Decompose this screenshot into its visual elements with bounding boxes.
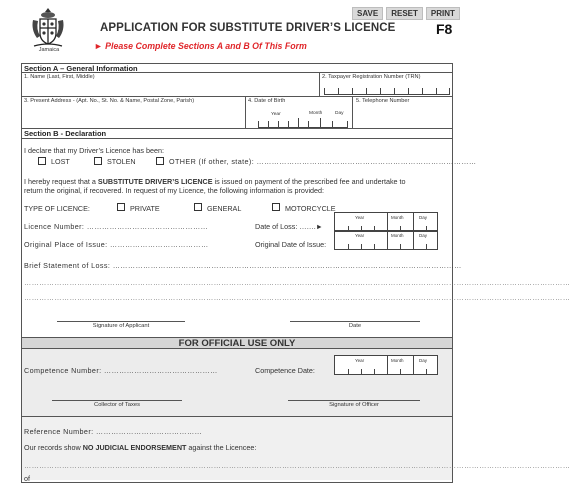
instruction-subtitle: ► Please Complete Sections A and B Of This Form bbox=[94, 41, 307, 51]
declare-text: I declare that my Driver’s Licence has been: bbox=[24, 146, 164, 155]
officer-signature-label: Signature of Officer bbox=[329, 402, 379, 408]
lost-label: LOST bbox=[51, 157, 70, 166]
name-field[interactable] bbox=[22, 82, 318, 95]
date-signature-label: Date bbox=[348, 323, 362, 329]
of-text: of bbox=[24, 474, 30, 483]
competence-day-label: Day bbox=[419, 358, 428, 363]
dob-month-label: Month bbox=[309, 111, 323, 116]
name-label: 1. Name (Last, First, Middle) bbox=[24, 74, 95, 80]
competence-year-label: Year bbox=[355, 358, 365, 363]
loss-day-label: Day bbox=[419, 215, 428, 220]
divider bbox=[352, 96, 353, 128]
competence-date-field[interactable] bbox=[334, 355, 438, 375]
telephone-label: 5. Telephone Number bbox=[356, 98, 410, 104]
records-line[interactable]: ……………………………………………………………………………………………………………………………………………………………………………………………… bbox=[24, 461, 570, 470]
form-code: F8 bbox=[436, 21, 453, 37]
dob-year-label: Year bbox=[271, 112, 281, 117]
official-use-heading: FOR OFFICIAL USE ONLY bbox=[178, 338, 296, 349]
collector-label: Collector of Taxes bbox=[94, 402, 140, 408]
print-button[interactable]: PRINT bbox=[426, 7, 460, 20]
save-button[interactable]: SAVE bbox=[352, 7, 383, 20]
divider bbox=[319, 72, 320, 96]
competence-month-label: Month bbox=[391, 358, 404, 363]
request-text-post: is issued on payment of the prescribed fee and undertake to bbox=[212, 177, 406, 186]
dob-day-label: Day bbox=[335, 111, 344, 116]
original-date-label: Original Date of Issue: bbox=[255, 240, 327, 249]
logo-caption: Jamaica bbox=[38, 47, 60, 53]
telephone-field[interactable] bbox=[354, 106, 452, 128]
address-label: 3. Present Address - (Apt. No., St. No. & Name, Postal Zone, Parish) bbox=[24, 98, 195, 104]
competence-number-field[interactable]: Competence Number: ……………………………………… bbox=[24, 366, 218, 375]
original-place-field[interactable]: Original Place of Issue: ………………………………… bbox=[24, 240, 209, 249]
orig-day-label: Day bbox=[419, 233, 428, 238]
request-text-pre: I hereby request that a bbox=[24, 177, 98, 186]
stolen-label: STOLEN bbox=[107, 157, 136, 166]
brief-statement-field[interactable]: Brief Statement of Loss: ………………………………………………………………………………………………………………………… bbox=[24, 261, 462, 270]
applicant-signature-line[interactable] bbox=[57, 321, 185, 322]
orig-year-label: Year bbox=[355, 233, 365, 238]
dob-field[interactable] bbox=[258, 118, 348, 128]
private-label: PRIVATE bbox=[130, 204, 160, 213]
form-toolbar bbox=[352, 7, 460, 20]
collector-signature-line[interactable] bbox=[52, 400, 182, 401]
request-text-bold: SUBSTITUTE DRIVER’S LICENCE bbox=[97, 177, 213, 186]
officer-signature-line[interactable] bbox=[288, 400, 420, 401]
section-a-heading: Section A – General Information bbox=[24, 64, 138, 73]
motorcycle-checkbox[interactable] bbox=[272, 203, 280, 211]
records-text bbox=[24, 443, 256, 452]
request-text-line2: return the original, if recovered. In request of my Licence, the following information is provided: bbox=[24, 186, 325, 195]
competence-date-label: Competence Date: bbox=[255, 366, 315, 375]
records-text-bold: NO JUDICIAL ENDORSEMENT bbox=[82, 443, 187, 452]
orig-month-label: Month bbox=[391, 233, 404, 238]
section-b-heading: Section B - Declaration bbox=[24, 129, 107, 138]
licence-type-label: TYPE OF LICENCE: bbox=[24, 204, 90, 213]
request-text bbox=[24, 177, 406, 186]
other-checkbox[interactable] bbox=[156, 157, 164, 165]
date-of-loss-field[interactable] bbox=[334, 212, 438, 232]
applicant-signature-label: Signature of Applicant bbox=[92, 323, 150, 329]
general-label: GENERAL bbox=[207, 204, 242, 213]
coat-of-arms-icon bbox=[28, 6, 68, 50]
records-text-pre: Our records show bbox=[24, 443, 83, 452]
divider bbox=[21, 138, 453, 139]
statement-line[interactable]: ……………………………………………………………………………………………………………………………………………………………………………………………… bbox=[24, 293, 570, 302]
stolen-checkbox[interactable] bbox=[94, 157, 102, 165]
date-of-loss-label: Date of Loss: …….► bbox=[255, 222, 323, 231]
dob-label: 4. Date of Birth bbox=[248, 98, 286, 104]
date-signature-line[interactable] bbox=[290, 321, 420, 322]
motorcycle-label: MOTORCYCLE bbox=[285, 204, 336, 213]
records-text-post: against the Licencee: bbox=[186, 443, 257, 452]
divider bbox=[245, 96, 246, 128]
page-title: APPLICATION FOR SUBSTITUTE DRIVER’S LICENCE bbox=[100, 22, 396, 34]
address-field[interactable] bbox=[22, 106, 244, 128]
licence-number-field[interactable]: Licence Number: ………………………………………… bbox=[24, 222, 209, 231]
reference-number-field[interactable]: Reference Number: …………………………………… bbox=[24, 427, 203, 436]
trn-field[interactable] bbox=[324, 85, 450, 95]
original-date-field[interactable] bbox=[334, 230, 438, 250]
reset-button[interactable]: RESET bbox=[386, 7, 423, 20]
private-checkbox[interactable] bbox=[117, 203, 125, 211]
other-field[interactable]: OTHER (If other, state): …………………………………………………………………………… bbox=[169, 157, 477, 166]
lost-checkbox[interactable] bbox=[38, 157, 46, 165]
loss-year-label: Year bbox=[355, 215, 365, 220]
divider bbox=[21, 72, 453, 73]
general-checkbox[interactable] bbox=[194, 203, 202, 211]
trn-label: 2. Taxpayer Registration Number (TRN) bbox=[322, 74, 421, 80]
statement-line[interactable]: ……………………………………………………………………………………………………………………………………………………………………………………………… bbox=[24, 278, 570, 287]
divider bbox=[21, 96, 453, 97]
loss-month-label: Month bbox=[391, 215, 404, 220]
